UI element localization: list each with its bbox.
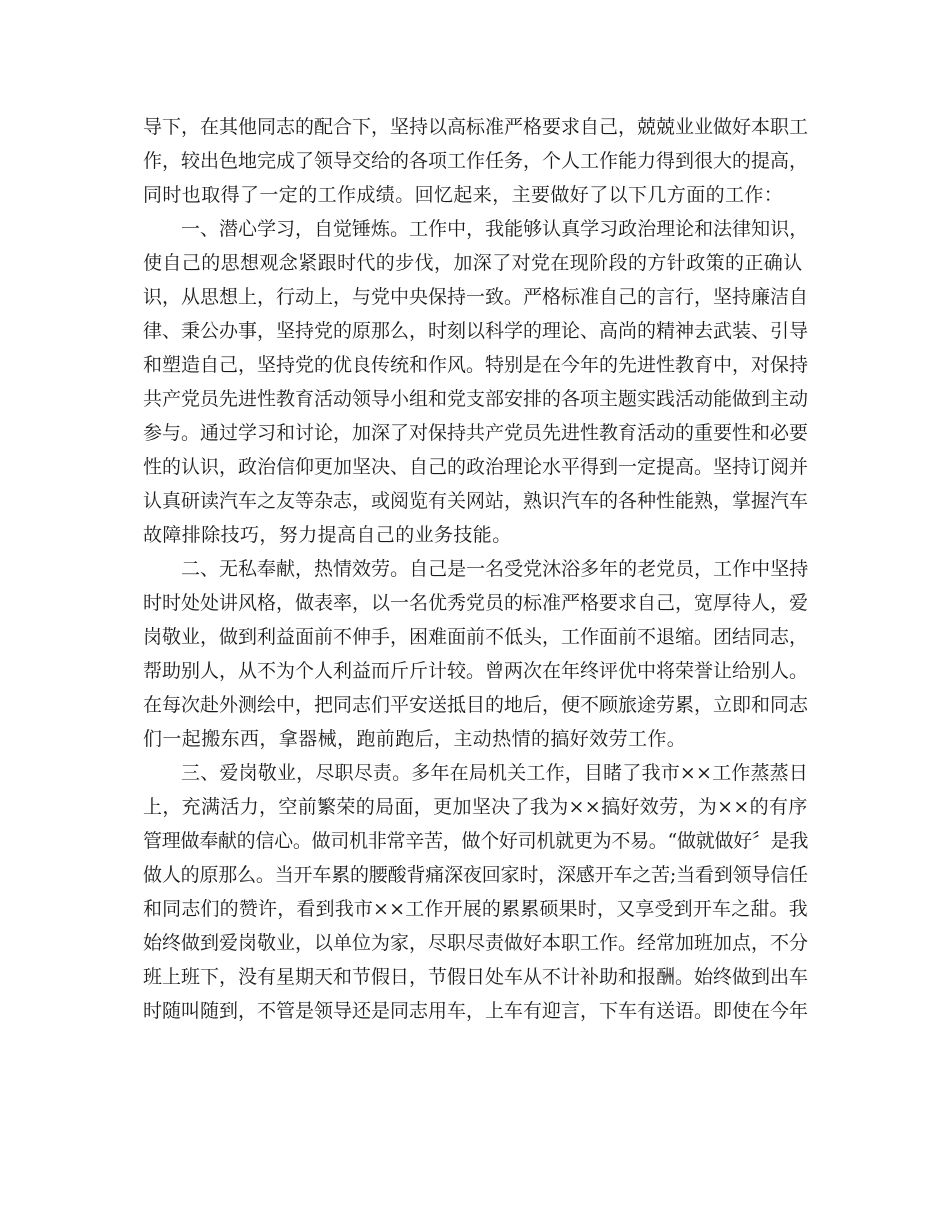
text-line: 同时也取得了一定的工作成绩。回忆起来，主要做好了以下几方面的工作： xyxy=(143,184,784,206)
text-line: 律、秉公办事，坚持党的原那么，时刻以科学的理论、高尚的精神去武装、引导 xyxy=(143,320,809,342)
text-line: 班上班下，没有星期天和节假日，节假日处车从不计补助和报酬。始终做到出车 xyxy=(143,966,809,988)
text-line: 导下，在其他同志的配合下，坚持以高标准严格要求自己，兢兢业业做好本职工 xyxy=(143,116,809,138)
text-line: 作，较出色地完成了领导交给的各项工作任务，个人工作能力得到很大的提高， xyxy=(143,150,809,172)
text-line: 故障排除技巧，努力提高自己的业务技能。 xyxy=(143,524,512,546)
text-line: 上，充满活力，空前繁荣的局面，更加坚决了我为××搞好效劳，为××的有序 xyxy=(143,796,808,818)
text-line: 在每次赴外测绘中，把同志们平安送抵目的地后，便不顾旅途劳累，立即和同志 xyxy=(143,694,809,716)
text-line: 帮助别人，从不为个人利益而斤斤计较。曾两次在年终评优中将荣誉让给别人。 xyxy=(143,660,809,682)
text-line: 时随叫随到，不管是领导还是同志用车，上车有迎言，下车有送语。即使在今年 xyxy=(143,1000,809,1022)
text-line: 参与。通过学习和讨论，加深了对保持共产党员先进性教育活动的重要性和必要 xyxy=(143,422,809,444)
paragraph-first-line: 二、无私奉献，热情效劳。自己是一名受党沐浴多年的老党员，工作中坚持 xyxy=(181,558,809,580)
text-line: 时时处处讲风格，做表率，以一名优秀党员的标准严格要求自己，宽厚待人，爱 xyxy=(143,592,809,614)
paragraph-first-line: 一、潜心学习，自觉锤炼。工作中，我能够认真学习政治理论和法律知识， xyxy=(181,218,809,240)
text-line: 共产党员先进性教育活动领导小组和党支部安排的各项主题实践活动能做到主动 xyxy=(143,388,809,410)
text-line: 们一起搬东西，拿器械，跑前跑后，主动热情的搞好效劳工作。 xyxy=(143,728,687,750)
text-line: 岗敬业，做到利益面前不伸手，困难面前不低头，工作面前不退缩。团结同志， xyxy=(143,626,809,648)
text-line: 做人的原那么。当开车累的腰酸背痛深夜回家时，深感开车之苦;当看到领导信任 xyxy=(143,864,808,886)
text-line: 性的认识，政治信仰更加坚决、自己的政治理论水平得到一定提高。坚持订阅并 xyxy=(143,456,809,478)
document-body xyxy=(143,110,808,1028)
text-line: 使自己的思想观念紧跟时代的步伐，加深了对党在现阶段的方针政策的正确认 xyxy=(143,252,803,274)
text-line: 和同志们的赞许，看到我市××工作开展的累累硕果时，又享受到开车之甜。我 xyxy=(143,898,808,920)
text-line: 管理做奉献的信心。做司机非常辛苦，做个好司机就更为不易。“做就做好〞是我 xyxy=(143,830,809,852)
text-line: 认真研读汽车之友等杂志，或阅览有关网站，熟识汽车的各种性能熟，掌握汽车 xyxy=(143,490,809,512)
text-line: 始终做到爱岗敬业，以单位为家，尽职尽责做好本职工作。经常加班加点，不分 xyxy=(143,932,809,954)
text-line: 识，从思想上，行动上，与党中央保持一致。严格标准自己的言行，坚持廉洁自 xyxy=(143,286,809,308)
text-line: 和塑造自己，坚持党的优良传统和作风。特别是在今年的先进性教育中，对保持 xyxy=(143,354,809,376)
paragraph-first-line: 三、爱岗敬业，尽职尽责。多年在局机关工作，目睹了我市××工作蒸蒸日 xyxy=(181,762,809,784)
